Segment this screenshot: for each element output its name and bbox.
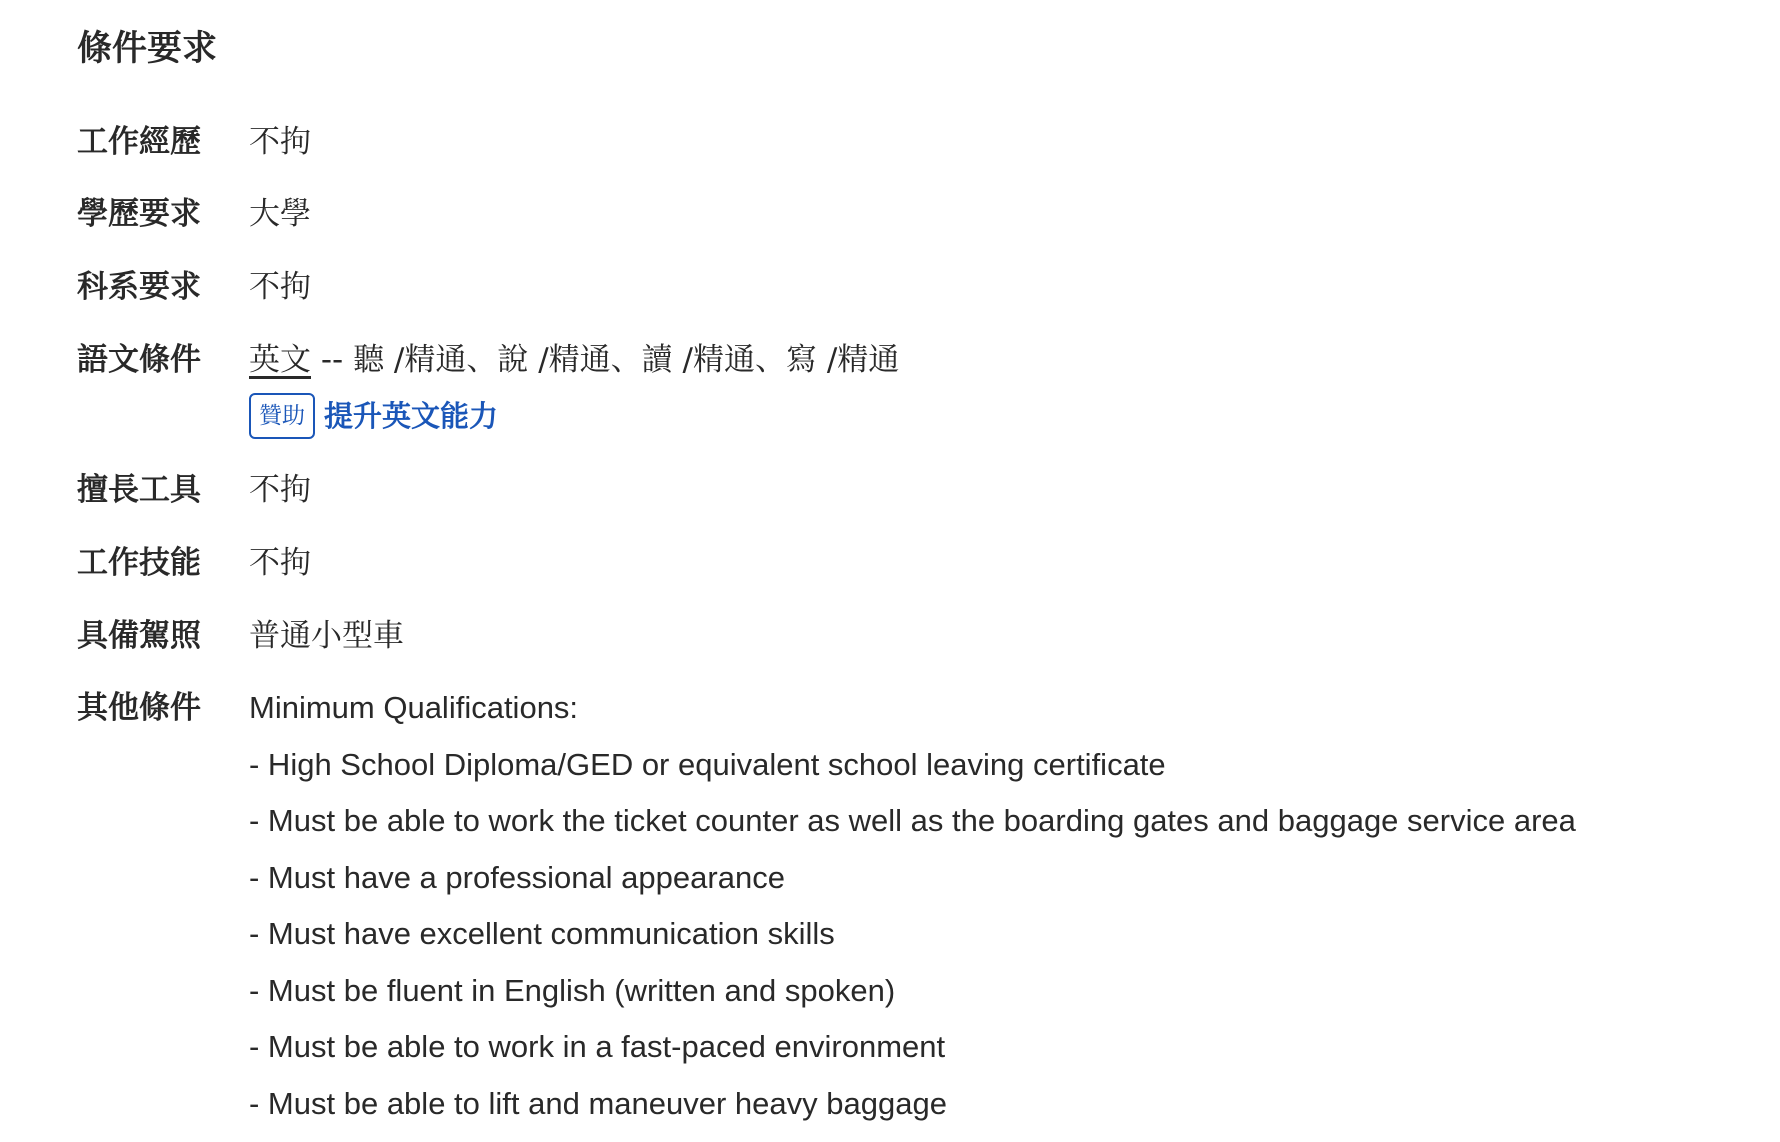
row-label: 擅長工具 [77,472,201,508]
row-value: 不拘 [249,124,311,160]
language-value [249,336,899,440]
row-skills [77,539,311,587]
row-value: 不拘 [249,269,311,305]
improve-english-link[interactable]: 提升英文能力 [324,399,499,433]
list-item: - High School Diploma/GED or equivalent school leaving certificate [249,746,1166,782]
list-item: - Must be able to work in a fast-paced environment [249,1029,946,1064]
row-label: 具備駕照 [77,618,201,654]
row-label: 工作經歷 [77,124,201,160]
language-name-link[interactable]: 英文 [249,342,311,378]
row-other-conditions [77,684,1576,1136]
row-major [77,263,311,311]
row-label: 其他條件 [77,690,201,726]
row-value: 不拘 [249,545,311,581]
sponsor-line [249,392,899,440]
language-line [249,336,899,384]
row-value: 普通小型車 [249,618,404,654]
row-language [77,336,899,440]
section-title: 條件要求 [77,29,218,69]
row-tools [77,466,311,514]
list-item: - Must have a professional appearance [249,859,785,895]
row-label: 工作技能 [77,545,201,581]
row-work-experience [77,118,311,166]
language-levels: -- 聽 /精通、說 /精通、讀 /精通、寫 /精通 [311,342,900,378]
row-driver-license [77,612,404,660]
row-label: 語文條件 [77,342,201,378]
other-conditions-list [249,684,1576,1136]
list-item: - Must be able to lift and maneuver heavy baggage [249,1085,947,1121]
list-item: - Must have excellent communication skills [249,916,835,951]
row-label: 學歷要求 [77,196,201,232]
row-value: 不拘 [249,472,311,508]
sponsor-badge: 贊助 [249,393,315,439]
row-value: 大學 [249,196,311,232]
row-label: 科系要求 [77,269,201,305]
list-item: - Must be able to work the ticket counter as well as the boarding gates and baggage service area [249,803,1576,838]
list-item: Minimum Qualifications: [249,690,579,725]
row-education [77,190,311,238]
list-item: - Must be fluent in English (written and spoken) [249,972,896,1008]
